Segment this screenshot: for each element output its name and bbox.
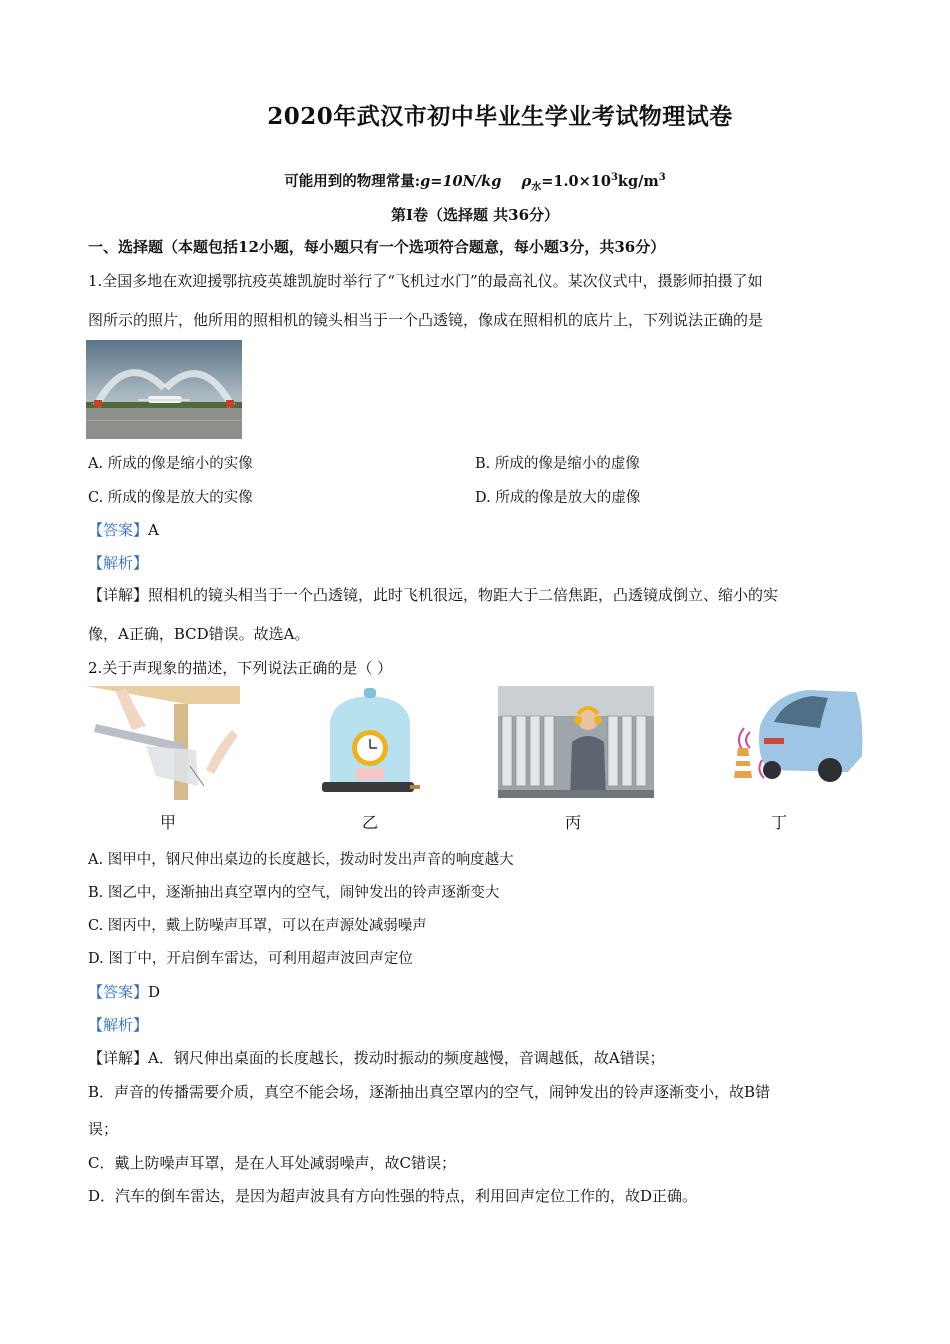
q2-detail-line4: C．戴上防噪声耳罩，是在人耳处减弱噪声，故C错误； [88, 1154, 456, 1172]
ruler-on-desk-drawing [86, 686, 240, 800]
figure-yi-bell-jar [318, 686, 422, 800]
q2-option-c: C. 图丙中，戴上防噪声耳罩，可以在声源处减弱噪声 [88, 918, 427, 934]
q2-detail-text: A．钢尺伸出桌面的长度越长，拨动时振动的频度越慢，音调越低，故A错误； [148, 1049, 665, 1067]
q1-option-d: D. 所成的像是放大的虚像 [475, 490, 641, 506]
section-heading: 一、选择题（本题包括12小题，每小题只有一个选项符合题意，每小题3分，共36分） [88, 238, 666, 256]
car-radar-drawing [728, 686, 864, 800]
q2-answer [88, 981, 160, 1002]
q2-option-d: D. 图丁中，开启倒车雷达，可利用超声波回声定位 [88, 951, 413, 967]
q2-detail-line5: D．汽车的倒车雷达，是因为超声波具有方向性强的特点，利用回声定位工作的，故D正确。 [88, 1187, 698, 1205]
airplane-water-salute-photo [86, 340, 242, 439]
q1-option-b: B. 所成的像是缩小的虚像 [475, 456, 640, 472]
q1-answer-tag: 【答案】 [88, 521, 149, 539]
bell-jar-alarm-drawing [318, 686, 422, 800]
physical-constants [0, 170, 950, 193]
q1-stem-line2: 图所示的照片，他所用的照相机的镜头相当于一个凸透镜，像成在照相机的底片上，下列说法正确的是 [88, 311, 764, 329]
factory-worker-drawing [498, 686, 654, 798]
q1-answer-value: A [148, 521, 159, 539]
caption-yi: 乙 [361, 813, 378, 832]
q2-detail-line3: 误； [88, 1120, 119, 1138]
constant-rho-exp: 3 [610, 172, 618, 184]
q1-detail-line2: 像，A正确，BCD错误。故选A。 [88, 625, 310, 643]
constant-rho-value: =1.0×10 [541, 173, 611, 190]
constant-rho-sub: 水 [531, 181, 542, 193]
figure-ding-reversing-car [728, 686, 864, 800]
caption-ding: 丁 [770, 813, 787, 832]
constant-rho-unit-exp: 3 [658, 172, 666, 184]
q1-analysis-tag: 【解析】 [88, 554, 149, 572]
q1-answer [88, 519, 159, 540]
page-title: 2020年武汉市初中毕业生学业考试物理试卷 [267, 103, 733, 130]
q1-detail-text: 照相机的镜头相当于一个凸透镜，此时飞机很远，物距大于二倍焦距，凸透镜成倒立、缩小的实 [148, 586, 779, 604]
constant-rho-unit: kg/m [617, 173, 659, 190]
caption-bing: 丙 [564, 813, 581, 832]
q1-detail-line1 [88, 584, 778, 605]
q2-option-b: B. 图乙中，逐渐抽出真空罩内的空气，闹钟发出的铃声逐渐变大 [88, 885, 500, 901]
q1-stem-line1: 1.全国多地在欢迎援鄂抗疫英雄凯旋时举行了“飞机过水门”的最高礼仪。某次仪式中，摄影师拍摄了如 [88, 272, 763, 290]
q1-option-a: A. 所成的像是缩小的实像 [88, 456, 253, 472]
q2-stem: 2.关于声现象的描述，下列说法正确的是（ ） [88, 659, 393, 677]
q2-answer-value: D [148, 983, 161, 1001]
caption-jia: 甲 [159, 813, 176, 832]
q2-detail-line2: B．声音的传播需要介质，真空不能会场，逐渐抽出真空罩内的空气，闹钟发出的铃声逐渐变小，故B错 [88, 1083, 771, 1101]
q1-option-c: C. 所成的像是放大的实像 [88, 490, 253, 506]
q2-detail-tag: 【详解】 [88, 1049, 149, 1067]
q2-analysis-tag: 【解析】 [88, 1016, 149, 1034]
q2-answer-tag: 【答案】 [88, 983, 149, 1001]
figure-bing-factory-worker [498, 686, 654, 798]
q2-detail-line1 [88, 1047, 665, 1068]
constant-rho-symbol: ρ [521, 173, 532, 190]
figure-jia-ruler [86, 686, 240, 800]
volume-heading: 第Ⅰ卷（选择题 共36分） [390, 206, 560, 224]
q1-detail-tag: 【详解】 [88, 586, 149, 604]
airplane-photo-drawing [86, 340, 242, 439]
constant-g: g=10N/kg [420, 173, 502, 190]
constants-prefix: 可能用到的物理常量: [284, 173, 421, 190]
q2-option-a: A. 图甲中，钢尺伸出桌边的长度越长，拨动时发出声音的响度越大 [88, 852, 514, 868]
